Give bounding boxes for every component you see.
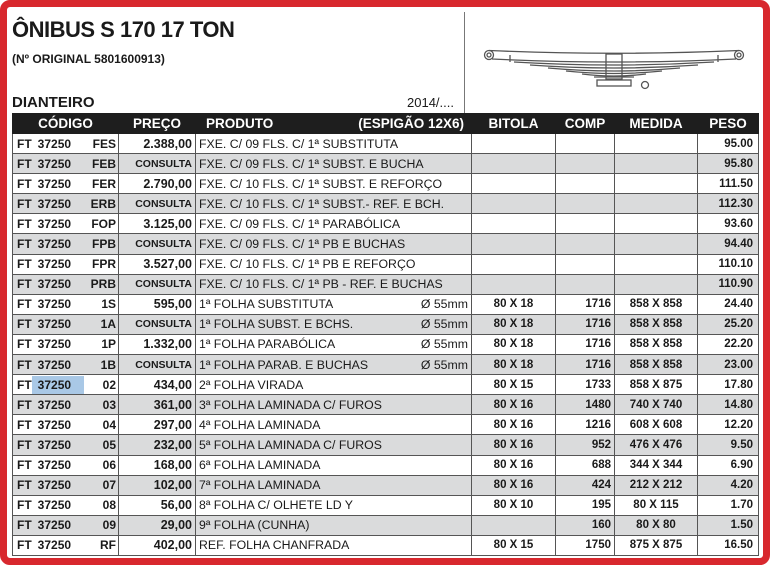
product-cell (196, 194, 472, 214)
product-cell (196, 395, 472, 415)
codigo-cell (13, 174, 119, 194)
code-suffix: 03 (102, 397, 116, 412)
product-cell (196, 495, 472, 515)
peso-cell: 16.50 (698, 535, 759, 555)
codigo-cell (13, 274, 119, 294)
medida-cell: 80 X 80 (615, 515, 698, 535)
col-header-espigao: (ESPIGÃO 12X6) (358, 115, 464, 131)
table-row (13, 154, 759, 174)
code-suffix: RF (100, 538, 116, 553)
code-number: 37250 (37, 136, 72, 151)
code-suffix: 1P (101, 337, 116, 352)
code-number: 37250 (37, 156, 72, 171)
peso-cell: 110.90 (698, 274, 759, 294)
code-number: 37250 (37, 216, 72, 231)
comp-cell: 688 (556, 455, 615, 475)
code-number: 37250 (37, 538, 72, 553)
table-row (13, 415, 759, 435)
codigo-cell (13, 294, 119, 314)
peso-cell: 17.80 (698, 375, 759, 395)
price-cell: 102,00 (119, 475, 196, 495)
code-number: 37250 (37, 518, 72, 533)
codigo-cell (13, 375, 119, 395)
table-header-row (13, 114, 759, 134)
product-name: 4ª FOLHA LAMINADA (199, 417, 321, 432)
product-name: 6ª FOLHA LAMINADA (199, 458, 321, 473)
medida-cell (615, 214, 698, 234)
code-prefix: FT (17, 377, 32, 392)
code-number: 37250 (37, 397, 72, 412)
medida-cell (615, 194, 698, 214)
code-number: 37250 (32, 376, 84, 394)
comp-cell (556, 174, 615, 194)
comp-cell: 1750 (556, 535, 615, 555)
medida-cell (615, 154, 698, 174)
bitola-cell (472, 254, 556, 274)
price-cell: 3.125,00 (119, 214, 196, 234)
product-cell (196, 134, 472, 154)
codigo-cell (13, 495, 119, 515)
price-cell: 402,00 (119, 535, 196, 555)
code-prefix: FT (17, 538, 32, 553)
product-name: FXE. C/ 10 FLS. C/ 1ª SUBST.- REF. E BCH. (199, 196, 445, 211)
codigo-cell (13, 154, 119, 174)
product-name: 1ª FOLHA SUBSTITUTA (199, 297, 334, 312)
table-row (13, 214, 759, 234)
price-cell: 232,00 (119, 435, 196, 455)
peso-cell: 1.70 (698, 495, 759, 515)
price-cell: 434,00 (119, 375, 196, 395)
code-suffix: FES (92, 136, 116, 151)
original-number: (Nº ORIGINAL 5801600913) (12, 52, 165, 66)
code-number: 37250 (37, 196, 72, 211)
codigo-cell (13, 334, 119, 354)
price-cell: CONSULTA (119, 355, 196, 375)
product-name: 7ª FOLHA LAMINADA (199, 478, 321, 493)
table-row (13, 395, 759, 415)
codigo-cell (13, 214, 119, 234)
code-suffix: 07 (102, 478, 116, 493)
code-prefix: FT (17, 518, 32, 533)
product-name: 3ª FOLHA LAMINADA C/ FUROS (199, 397, 382, 412)
peso-cell: 111.50 (698, 174, 759, 194)
codigo-cell (13, 314, 119, 334)
code-number: 37250 (37, 277, 72, 292)
parts-table (12, 113, 759, 556)
code-prefix: FT (17, 337, 32, 352)
comp-cell: 1716 (556, 294, 615, 314)
code-suffix: FPR (92, 257, 116, 272)
peso-cell: 23.00 (698, 355, 759, 375)
product-name: FXE. C/ 10 FLS. C/ 1ª PB E REFORÇO (199, 257, 416, 272)
medida-cell: 212 X 212 (615, 475, 698, 495)
catalog-panel (12, 12, 758, 553)
price-cell: 2.388,00 (119, 134, 196, 154)
price-cell: 168,00 (119, 455, 196, 475)
table-row (13, 535, 759, 555)
peso-cell: 14.80 (698, 395, 759, 415)
medida-cell: 875 X 875 (615, 535, 698, 555)
product-name: 2ª FOLHA VIRADA (199, 377, 304, 392)
price-cell: 297,00 (119, 415, 196, 435)
price-cell: 3.527,00 (119, 254, 196, 274)
medida-cell: 80 X 115 (615, 495, 698, 515)
header-divider (464, 12, 465, 113)
bitola-cell (472, 234, 556, 254)
code-prefix: FT (17, 317, 32, 332)
code-prefix: FT (17, 498, 32, 513)
code-prefix: FT (17, 216, 32, 231)
codigo-cell (13, 415, 119, 435)
medida-cell: 608 X 608 (615, 415, 698, 435)
code-number: 37250 (37, 417, 72, 432)
bitola-cell: 80 X 16 (472, 455, 556, 475)
code-prefix: FT (17, 277, 32, 292)
diameter: Ø 55mm (420, 317, 468, 332)
product-name: FXE. C/ 10 FLS. C/ 1ª PB - REF. E BUCHAS (199, 277, 443, 292)
product-cell (196, 355, 472, 375)
code-suffix: 06 (102, 458, 116, 473)
codigo-cell (13, 355, 119, 375)
codigo-cell (13, 475, 119, 495)
code-suffix: 09 (102, 518, 116, 533)
medida-cell (615, 134, 698, 154)
product-name: 9ª FOLHA (CUNHA) (199, 518, 310, 533)
medida-cell: 858 X 858 (615, 355, 698, 375)
comp-cell: 195 (556, 495, 615, 515)
codigo-cell (13, 515, 119, 535)
codigo-cell (13, 134, 119, 154)
col-header-produto (196, 114, 472, 134)
medida-cell: 858 X 875 (615, 375, 698, 395)
table-row (13, 134, 759, 154)
code-prefix: FT (17, 176, 32, 191)
code-number: 37250 (37, 458, 72, 473)
product-cell (196, 435, 472, 455)
table-row (13, 355, 759, 375)
code-number: 37250 (37, 498, 72, 513)
medida-cell: 858 X 858 (615, 334, 698, 354)
table-row (13, 314, 759, 334)
comp-cell (556, 194, 615, 214)
code-number: 37250 (37, 237, 72, 252)
product-name: 5ª FOLHA LAMINADA C/ FUROS (199, 437, 382, 452)
col-header-bitola: BITOLA (472, 114, 556, 134)
col-header-codigo: CÓDIGO (13, 114, 119, 134)
code-number: 37250 (37, 478, 72, 493)
col-header-medida: MEDIDA (615, 114, 698, 134)
product-cell (196, 234, 472, 254)
peso-cell: 9.50 (698, 435, 759, 455)
code-prefix: FT (17, 196, 32, 211)
page-title: ÔNIBUS S 170 17 TON (12, 17, 235, 42)
peso-cell: 112.30 (698, 194, 759, 214)
code-suffix: 02 (102, 377, 116, 392)
price-cell: CONSULTA (119, 274, 196, 294)
code-suffix: ERB (90, 196, 116, 211)
catalog-header (12, 12, 464, 118)
code-number: 37250 (37, 176, 72, 191)
comp-cell: 952 (556, 435, 615, 455)
code-prefix: FT (17, 237, 32, 252)
bitola-cell: 80 X 16 (472, 415, 556, 435)
code-suffix: 04 (102, 417, 116, 432)
codigo-cell (13, 455, 119, 475)
comp-cell (556, 254, 615, 274)
col-header-peso: PESO (698, 114, 759, 134)
table-row (13, 334, 759, 354)
comp-cell: 1716 (556, 334, 615, 354)
comp-cell: 1733 (556, 375, 615, 395)
codigo-cell (13, 194, 119, 214)
code-number: 37250 (37, 257, 72, 272)
code-prefix: FT (17, 458, 32, 473)
peso-cell: 93.60 (698, 214, 759, 234)
peso-cell: 4.20 (698, 475, 759, 495)
bitola-cell: 80 X 16 (472, 475, 556, 495)
table-row (13, 234, 759, 254)
bitola-cell (472, 274, 556, 294)
code-suffix: FER (92, 176, 116, 191)
peso-cell: 110.10 (698, 254, 759, 274)
product-cell (196, 254, 472, 274)
product-name: FXE. C/ 09 FLS. C/ 1ª PB E BUCHAS (199, 237, 406, 252)
bitola-cell: 80 X 15 (472, 535, 556, 555)
bitola-cell: 80 X 16 (472, 435, 556, 455)
medida-cell (615, 234, 698, 254)
diameter: Ø 55mm (420, 297, 468, 312)
product-cell (196, 154, 472, 174)
medida-cell (615, 254, 698, 274)
price-cell: CONSULTA (119, 314, 196, 334)
product-name: 1ª FOLHA PARABÓLICA (199, 337, 336, 352)
code-number: 37250 (37, 337, 72, 352)
peso-cell: 1.50 (698, 515, 759, 535)
col-header-comp: COMP (556, 114, 615, 134)
price-cell: 595,00 (119, 294, 196, 314)
col-header-produto-label: PRODUTO (206, 115, 274, 131)
code-number: 37250 (37, 317, 72, 332)
product-cell (196, 535, 472, 555)
code-suffix: FOP (91, 216, 116, 231)
comp-cell: 160 (556, 515, 615, 535)
peso-cell: 94.40 (698, 234, 759, 254)
peso-cell: 12.20 (698, 415, 759, 435)
medida-cell (615, 174, 698, 194)
codigo-cell (13, 234, 119, 254)
medida-cell: 344 X 344 (615, 455, 698, 475)
code-suffix: 1B (100, 357, 116, 372)
table-row (13, 174, 759, 194)
code-prefix: FT (17, 257, 32, 272)
section-label: DIANTEIRO (12, 94, 95, 111)
code-prefix: FT (17, 397, 32, 412)
bitola-cell (472, 214, 556, 234)
price-cell: 1.332,00 (119, 334, 196, 354)
codigo-cell (13, 254, 119, 274)
code-suffix: 1S (101, 297, 116, 312)
bitola-cell: 80 X 18 (472, 314, 556, 334)
bitola-cell: 80 X 10 (472, 495, 556, 515)
comp-cell (556, 214, 615, 234)
medida-cell: 858 X 858 (615, 294, 698, 314)
product-cell (196, 475, 472, 495)
price-cell: CONSULTA (119, 194, 196, 214)
diameter: Ø 55mm (420, 337, 468, 352)
peso-cell: 95.00 (698, 134, 759, 154)
table-row (13, 475, 759, 495)
code-prefix: FT (17, 297, 32, 312)
price-cell: 29,00 (119, 515, 196, 535)
year-range: 2014/.... (407, 95, 454, 110)
product-cell (196, 515, 472, 535)
comp-cell: 1480 (556, 395, 615, 415)
peso-cell: 22.20 (698, 334, 759, 354)
product-name: 1ª FOLHA SUBST. E BCHS. (199, 317, 354, 332)
code-prefix: FT (17, 478, 32, 493)
peso-cell: 24.40 (698, 294, 759, 314)
code-suffix: 05 (102, 437, 116, 452)
bitola-cell (472, 515, 556, 535)
code-suffix: FPB (92, 237, 116, 252)
product-name: FXE. C/ 09 FLS. C/ 1ª SUBST. E BUCHA (199, 156, 424, 171)
table-row (13, 495, 759, 515)
code-suffix: 1A (100, 317, 116, 332)
price-cell: CONSULTA (119, 154, 196, 174)
comp-cell (556, 134, 615, 154)
bitola-cell: 80 X 16 (472, 395, 556, 415)
bitola-cell (472, 154, 556, 174)
product-name: FXE. C/ 09 FLS. C/ 1ª SUBSTITUTA (199, 136, 399, 151)
code-suffix: 08 (102, 498, 116, 513)
product-name: 8ª FOLHA C/ OLHETE LD Y (199, 498, 353, 513)
comp-cell (556, 154, 615, 174)
price-cell: 56,00 (119, 495, 196, 515)
comp-cell: 1216 (556, 415, 615, 435)
product-cell (196, 294, 472, 314)
comp-cell: 1716 (556, 314, 615, 334)
comp-cell: 1716 (556, 355, 615, 375)
table-row (13, 194, 759, 214)
code-number: 37250 (37, 437, 72, 452)
peso-cell: 95.80 (698, 154, 759, 174)
table-row (13, 435, 759, 455)
product-cell (196, 375, 472, 395)
peso-cell: 25.20 (698, 314, 759, 334)
bitola-cell (472, 174, 556, 194)
bitola-cell (472, 134, 556, 154)
code-suffix: FEB (92, 156, 116, 171)
medida-cell: 740 X 740 (615, 395, 698, 415)
code-prefix: FT (17, 417, 32, 432)
medida-cell: 476 X 476 (615, 435, 698, 455)
table-body (13, 134, 759, 556)
codigo-cell (13, 535, 119, 555)
bitola-cell (472, 194, 556, 214)
bitola-cell: 80 X 15 (472, 375, 556, 395)
table-row (13, 254, 759, 274)
code-suffix: PRB (90, 277, 116, 292)
product-name: 1ª FOLHA PARAB. E BUCHAS (199, 357, 369, 372)
peso-cell: 6.90 (698, 455, 759, 475)
code-prefix: FT (17, 156, 32, 171)
product-cell (196, 274, 472, 294)
code-prefix: FT (17, 437, 32, 452)
comp-cell (556, 234, 615, 254)
table-row (13, 515, 759, 535)
price-cell: 361,00 (119, 395, 196, 415)
product-name: FXE. C/ 10 FLS. C/ 1ª SUBST. E REFORÇO (199, 176, 443, 191)
price-cell: CONSULTA (119, 234, 196, 254)
col-header-preco: PREÇO (119, 114, 196, 134)
bitola-cell: 80 X 18 (472, 334, 556, 354)
bitola-cell: 80 X 18 (472, 294, 556, 314)
table-row (13, 455, 759, 475)
code-number: 37250 (37, 297, 72, 312)
table-row (13, 294, 759, 314)
product-name: REF. FOLHA CHANFRADA (199, 538, 350, 553)
bitola-cell: 80 X 18 (472, 355, 556, 375)
code-prefix: FT (17, 357, 32, 372)
comp-cell (556, 274, 615, 294)
product-cell (196, 334, 472, 354)
code-prefix: FT (17, 136, 32, 151)
codigo-cell (13, 435, 119, 455)
price-cell: 2.790,00 (119, 174, 196, 194)
product-cell (196, 174, 472, 194)
product-name: FXE. C/ 09 FLS. C/ 1ª PARABÓLICA (199, 216, 401, 231)
leaf-spring-icon (470, 16, 758, 96)
table-row (13, 375, 759, 395)
comp-cell: 424 (556, 475, 615, 495)
codigo-cell (13, 395, 119, 415)
code-number: 37250 (37, 357, 72, 372)
product-cell (196, 214, 472, 234)
table-row (13, 274, 759, 294)
product-cell (196, 314, 472, 334)
medida-cell (615, 274, 698, 294)
product-cell (196, 415, 472, 435)
diameter: Ø 55mm (420, 357, 468, 372)
product-cell (196, 455, 472, 475)
medida-cell: 858 X 858 (615, 314, 698, 334)
